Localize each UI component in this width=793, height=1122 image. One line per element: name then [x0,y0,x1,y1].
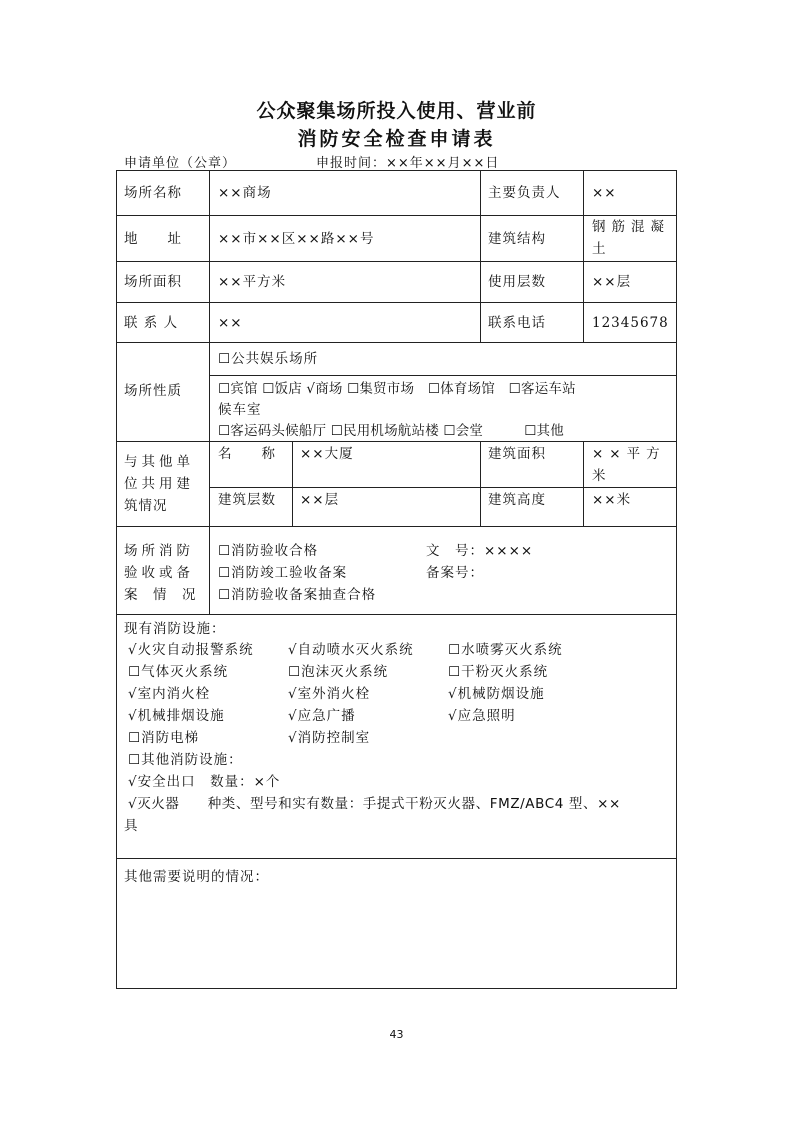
acceptance-doc-number: 文 号：×××× [426,543,534,559]
notes-label: 其他需要说明的情况： [124,869,269,885]
principal-label: 主要负责人 [488,185,561,201]
nature-options-line3: ☐客运码头候船厅 ☐民用机场航站楼 ☐会堂 ☐其他 [218,423,564,439]
acceptance-label-line1: 场所消防 [124,543,194,559]
facility-extinguisher: √灭火器 种类、型号和实有数量：手提式干粉灭火器、FMZ/ABC4 型、×× [128,796,621,812]
acceptance-label-line3: 案 情 况 [124,587,197,603]
acceptance-label-line2: 验收或备 [124,565,194,581]
facility-extinguisher-cont: 具 [124,818,139,834]
structure-value-line1: 钢筋混凝 [592,219,670,235]
shared-name-label: 名 称 [218,446,276,462]
facility-foam-extinguishing: ☐泡沫灭火系统 [288,664,389,680]
facility-indoor-hydrant: √室内消火栓 [128,686,211,702]
facility-outdoor-hydrant: √室外消火栓 [288,686,371,702]
facility-water-mist: ☐水喷雾灭火系统 [448,642,563,658]
nature-option-public-entertainment: ☐公共娱乐场所 [218,351,319,367]
cell-contact [209,302,481,343]
floors-value: ××层 [592,274,632,290]
shared-area-value-line1: ××平方 [592,446,666,462]
form-title-line2: 消防安全检查申请表 [297,128,496,150]
facility-other: ☐其他消防设施： [128,752,243,768]
venue-name-value: ××商场 [218,185,272,201]
applicant-label: 申请单位（公章） [124,156,237,171]
shared-label-line2: 位共用建 [124,476,194,492]
shared-area-value-line2: 米 [592,468,607,484]
address-label: 地 址 [124,231,182,247]
facility-fire-alarm: √火灾自动报警系统 [128,642,254,658]
acceptance-option-spot-check: ☐消防验收备案抽查合格 [218,587,377,603]
area-label: 场所面积 [124,274,182,290]
acceptance-filing-number: 备案号： [426,565,484,581]
shared-area-label: 建筑面积 [488,446,546,462]
facility-emergency-broadcast: √应急广播 [288,708,356,724]
submission-date: 申报时间：××年××月××日 [316,156,500,171]
facility-dry-powder: ☐干粉灭火系统 [448,664,549,680]
facility-emergency-lighting: √应急照明 [448,708,516,724]
nature-label: 场所性质 [124,383,182,399]
contact-value: ×× [218,315,243,331]
structure-value-line2: 土 [592,241,607,257]
facility-safety-exit: √安全出口 数量：×个 [128,774,281,790]
facility-smoke-prevention: √机械防烟设施 [448,686,545,702]
shared-label-line3: 筑情况 [124,498,168,514]
shared-height-value: ××米 [592,492,632,508]
structure-label: 建筑结构 [488,231,546,247]
form-title-line1: 公众聚集场所投入使用、营业前 [256,100,537,122]
shared-floors-value: ××层 [300,492,340,508]
page-number: 43 [389,1028,404,1041]
floors-label: 使用层数 [488,274,546,290]
shared-floors-label: 建筑层数 [218,492,276,508]
shared-name-value: ××大厦 [300,446,354,462]
acceptance-option-filed: ☐消防竣工验收备案 [218,565,348,581]
nature-options-line1: ☐宾馆 ☐饭店 √商场 ☐集贸市场 ☐体育场馆 ☐客运车站 [218,381,576,397]
acceptance-option-passed: ☐消防验收合格 [218,543,319,559]
shared-label-line1: 与其他单 [124,454,194,470]
phone-value: 12345678 [592,315,669,331]
facility-sprinkler: √自动喷水灭火系统 [288,642,414,658]
principal-value: ×× [592,185,617,201]
area-value: ××平方米 [218,274,287,290]
address-value: ××市××区××路××号 [218,231,375,247]
facility-fire-elevator: ☐消防电梯 [128,730,200,746]
facility-control-room: √消防控制室 [288,730,371,746]
nature-options-line2: 候车室 [218,402,262,418]
shared-height-label: 建筑高度 [488,492,546,508]
facility-smoke-exhaust: √机械排烟设施 [128,708,225,724]
facilities-heading: 现有消防设施： [124,621,226,637]
facility-gas-extinguishing: ☐气体灭火系统 [128,664,229,680]
contact-label: 联 系 人 [124,315,179,331]
phone-label: 联系电话 [488,315,546,331]
venue-name-label: 场所名称 [124,185,182,201]
